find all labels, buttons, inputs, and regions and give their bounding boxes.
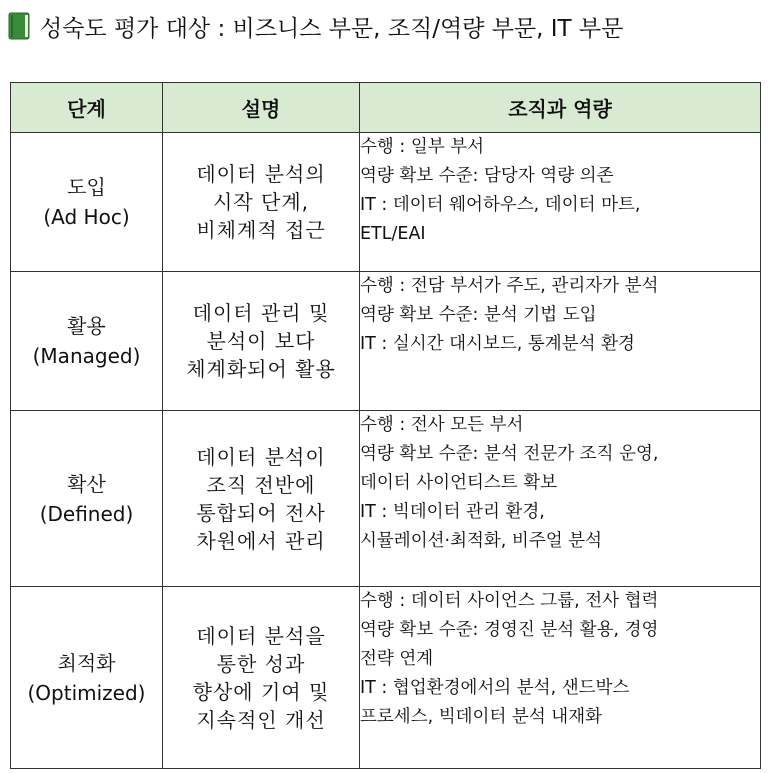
- org-line: 수행 : 데이터 사이언스 그룹, 전사 협력: [360, 591, 659, 611]
- org-line: 수행 : 전사 모든 부서: [360, 415, 524, 435]
- org-line: ETL/EAI: [360, 224, 426, 244]
- maturity-table: [10, 82, 761, 769]
- description-line: 통합되어 전사: [196, 500, 326, 525]
- org-line: 시뮬레이션·최적화, 비주얼 분석: [360, 531, 603, 551]
- org-line: IT : 협업환경에서의 분석, 샌드박스: [360, 678, 630, 698]
- table-header-row: [11, 83, 761, 133]
- org-capability-cell: [360, 272, 761, 411]
- stage-cell: [11, 587, 163, 769]
- org-line: 수행 : 전담 부서가 주도, 관리자가 분석: [360, 276, 659, 296]
- org-line: IT : 실시간 대시보드, 통계분석 환경: [360, 334, 635, 354]
- description-line: 차원에서 관리: [196, 528, 326, 553]
- stage-english: (Defined): [39, 501, 134, 526]
- page-title: [8, 8, 623, 44]
- description-line: 데이터 분석의: [196, 162, 326, 186]
- stage-cell: [11, 272, 163, 411]
- org-line: 역량 확보 수준: 분석 전문가 조직 운영,: [360, 444, 659, 464]
- stage-english: (Ad Hoc): [43, 205, 130, 229]
- description-cell: [163, 587, 360, 769]
- column-header-stage: 단계: [11, 83, 163, 133]
- org-line: IT : 데이터 웨어하우스, 데이터 마트,: [360, 195, 641, 215]
- org-line: 데이터 사이언티스트 확보: [360, 473, 558, 493]
- description-line: 데이터 분석을: [196, 623, 326, 648]
- table-row: [11, 272, 761, 411]
- description-cell: [163, 133, 360, 272]
- stage-name: 확산: [67, 471, 106, 496]
- org-line: 전략 연계: [360, 649, 434, 669]
- org-line: 프로세스, 빅데이터 분석 내재화: [360, 707, 603, 727]
- org-line: 수행 : 일부 부서: [360, 137, 485, 157]
- description-line: 비체계적 접근: [196, 218, 326, 242]
- table-row: [11, 411, 761, 587]
- description-line: 통한 성과: [216, 651, 306, 676]
- org-line: 역량 확보 수준: 분석 기법 도입: [360, 305, 597, 325]
- org-capability-cell: [360, 133, 761, 272]
- table-row: [11, 133, 761, 272]
- description-cell: [163, 411, 360, 587]
- description-line: 지속적인 개선: [196, 707, 326, 732]
- org-line: 역량 확보 수준: 경영진 분석 활용, 경영: [360, 620, 659, 640]
- column-header-description: 설명: [163, 83, 360, 133]
- stage-name: 활용: [67, 314, 106, 338]
- stage-name: 최적화: [57, 650, 116, 675]
- org-capability-cell: [360, 411, 761, 587]
- green-book-icon: [8, 12, 30, 40]
- org-line: IT : 빅데이터 관리 환경,: [360, 502, 545, 522]
- stage-english: (Optimized): [27, 680, 146, 705]
- description-line: 데이터 분석이: [196, 444, 326, 469]
- stage-cell: [11, 133, 163, 272]
- description-line: 시작 단계,: [213, 190, 309, 214]
- column-header-org-capability: 조직과 역량: [360, 83, 761, 133]
- table-row: [11, 587, 761, 769]
- description-line: 분석이 보다: [206, 329, 316, 353]
- stage-english: (Managed): [32, 344, 141, 368]
- stage-name: 도입: [67, 175, 106, 199]
- description-line: 체계화되어 활용: [186, 357, 336, 381]
- stage-cell: [11, 411, 163, 587]
- org-capability-cell: [360, 587, 761, 769]
- page-title-text: 성숙도 평가 대상 : 비즈니스 부문, 조직/역량 부문, IT 부문: [40, 15, 624, 42]
- org-line: 역량 확보 수준: 담당자 역량 의존: [360, 166, 614, 186]
- description-line: 조직 전반에: [206, 472, 316, 497]
- description-line: 데이터 관리 및: [192, 301, 330, 325]
- description-line: 향상에 기여 및: [192, 679, 330, 704]
- description-cell: [163, 272, 360, 411]
